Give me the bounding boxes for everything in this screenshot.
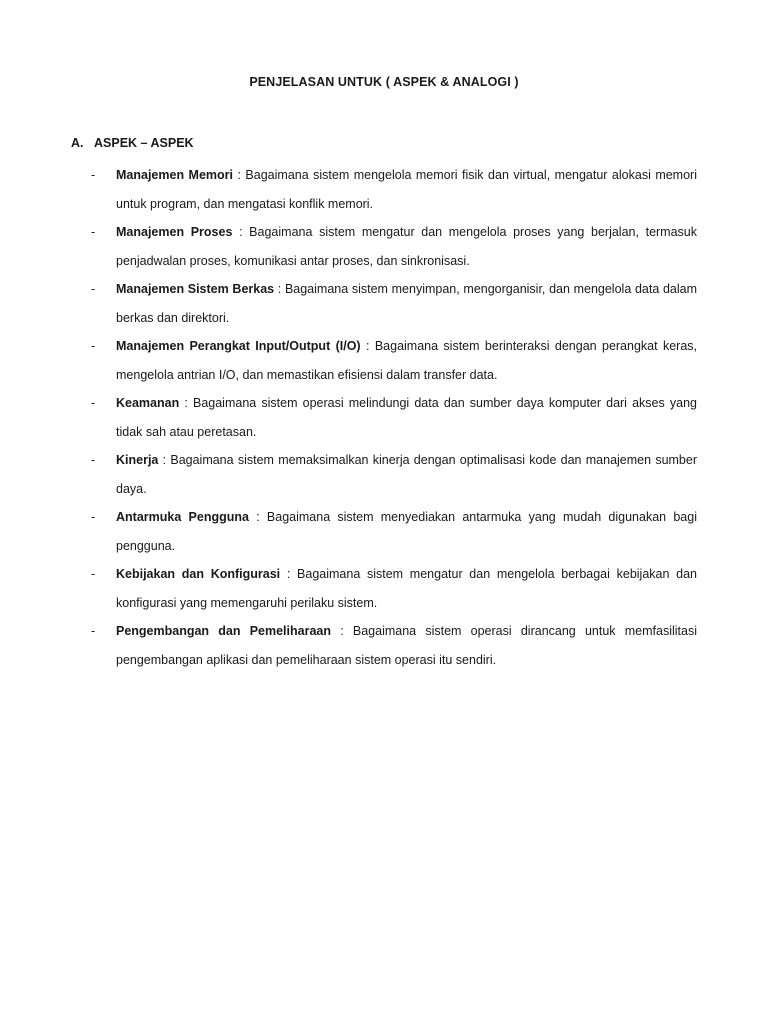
list-item-term: Manajemen Perangkat Input/Output (I/O) — [116, 339, 361, 353]
list-item — [91, 275, 697, 332]
list-bullet: - — [91, 453, 96, 467]
list-item — [91, 332, 697, 389]
list-item-text — [116, 389, 697, 446]
list-item — [91, 389, 697, 446]
list-item-text — [116, 446, 697, 503]
list-item-term: Manajemen Sistem Berkas — [116, 282, 275, 296]
list-item-text — [116, 560, 697, 617]
list-bullet: - — [91, 567, 96, 581]
list-item-description: : Bagaimana sistem mengatur dan mengelola berbagai kebijakan dan konfigurasi yang memengaruhi perilaku sistem. — [116, 567, 697, 610]
list-item — [91, 446, 697, 503]
list-item-term: Manajemen Memori — [116, 168, 234, 182]
list-bullet: - — [91, 168, 96, 182]
list-bullet: - — [91, 396, 96, 410]
list-item-term: Keamanan — [116, 396, 180, 410]
list-bullet: - — [91, 624, 96, 638]
list-bullet: - — [91, 339, 96, 353]
list-item-description: : Bagaimana sistem mengelola memori fisik dan virtual, mengatur alokasi memori untuk program, dan mengatasi konflik memori. — [116, 168, 697, 211]
list-item — [91, 560, 697, 617]
list-item-description: : Bagaimana sistem memaksimalkan kinerja dengan optimalisasi kode dan manajemen sumber daya. — [116, 453, 697, 496]
list-item-text — [116, 161, 697, 218]
list-bullet: - — [91, 282, 96, 296]
list-item — [91, 503, 697, 560]
list-item — [91, 218, 697, 275]
list-bullet: - — [91, 225, 96, 239]
list-item-description: : Bagaimana sistem mengatur dan mengelola proses yang berjalan, termasuk penjadwalan proses, komunikasi antar proses, dan sinkronisasi. — [116, 225, 697, 268]
list-item-description: : Bagaimana sistem menyimpan, mengorganisir, dan mengelola data dalam berkas dan direktori. — [116, 282, 697, 325]
document-title: PENJELASAN UNTUK ( ASPEK & ANALOGI ) — [249, 75, 519, 89]
list-item-term: Kebijakan dan Konfigurasi — [116, 567, 281, 581]
list-item-text — [116, 617, 697, 674]
list-item-term: Antarmuka Pengguna — [116, 510, 249, 524]
list-item-description: : Bagaimana sistem menyediakan antarmuka yang mudah digunakan bagi pengguna. — [116, 510, 697, 553]
list-item-text — [116, 503, 697, 560]
list-item-text — [116, 332, 697, 389]
list-item-term: Pengembangan dan Pemeliharaan — [116, 624, 331, 638]
list-item — [91, 617, 697, 674]
section-letter: A. — [71, 136, 84, 150]
list-item-description: : Bagaimana sistem berinteraksi dengan perangkat keras, mengelola antrian I/O, dan memastikan efisiensi dalam transfer data. — [116, 339, 697, 382]
list-item-description: : Bagaimana sistem operasi melindungi data dan sumber daya komputer dari akses yang tidak sah atau peretasan. — [116, 396, 697, 439]
list-item-term: Kinerja — [116, 453, 159, 467]
list-item-description: : Bagaimana sistem operasi dirancang untuk memfasilitasi pengembangan aplikasi dan pemeliharaan sistem operasi itu sendiri. — [116, 624, 697, 667]
list-item-term: Manajemen Proses — [116, 225, 233, 239]
list-bullet: - — [91, 510, 96, 524]
list-item — [91, 161, 697, 218]
aspect-list — [91, 161, 697, 674]
section-heading-text: ASPEK – ASPEK — [94, 136, 194, 150]
section-heading — [71, 136, 194, 150]
list-item-text — [116, 275, 697, 332]
list-item-text — [116, 218, 697, 275]
